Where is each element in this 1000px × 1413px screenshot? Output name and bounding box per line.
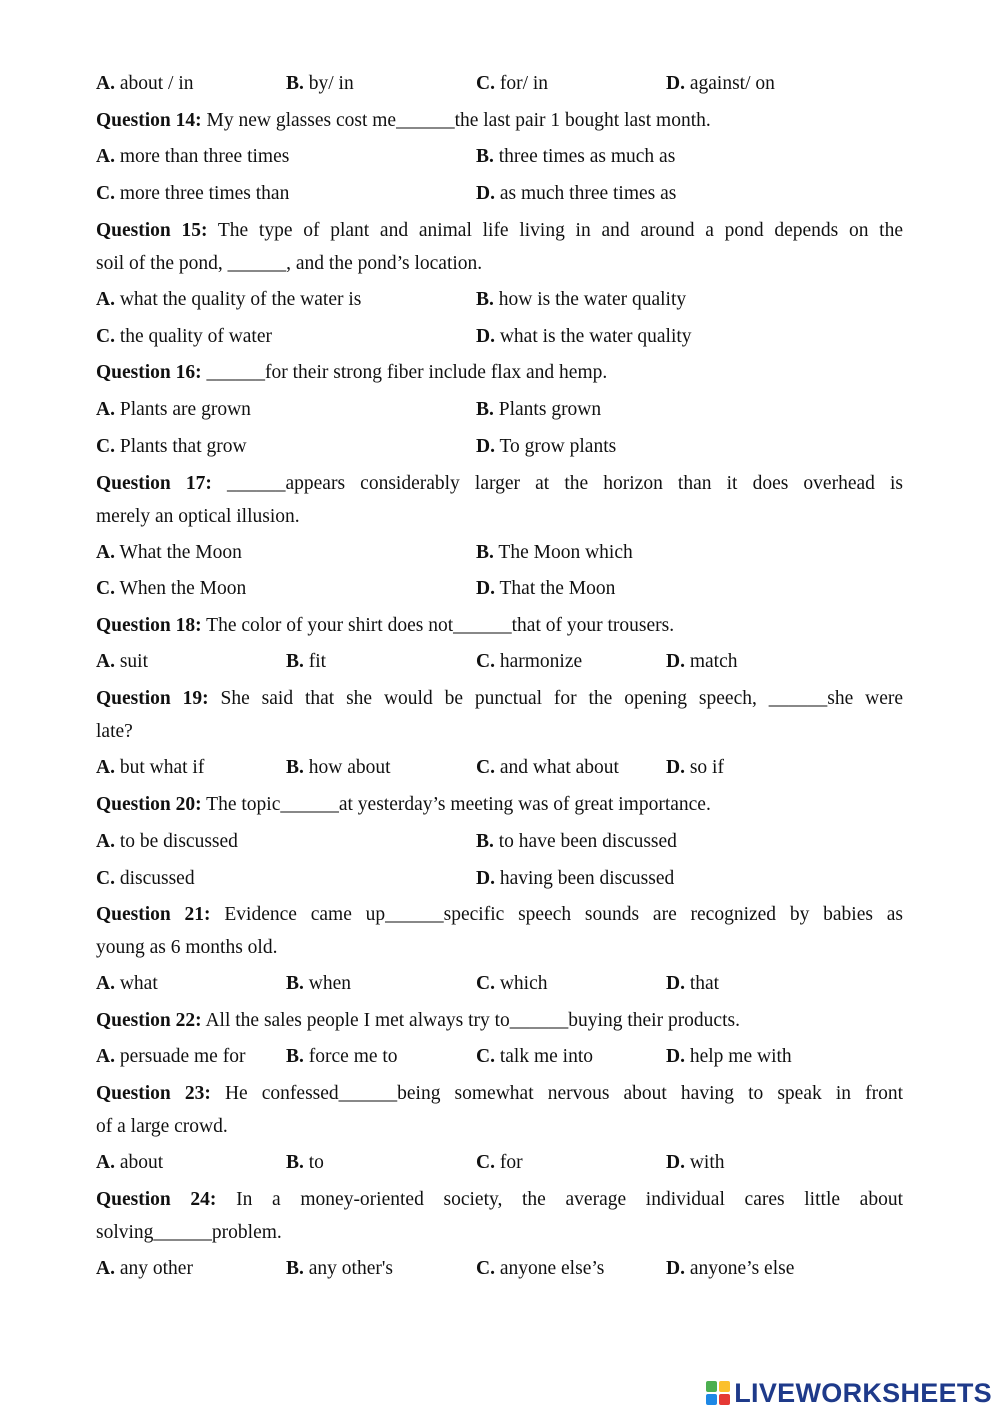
option-text: persuade me for [119,1046,246,1067]
q16-option-b[interactable] [476,398,601,422]
question-label: Question 14: [96,110,202,131]
option-text: for/ in [499,73,549,94]
question-16-stem [96,361,607,385]
question-label: Question 17: [96,473,212,494]
option-letter: B. [286,973,304,994]
logo-tile [719,1381,730,1392]
option-text: what [119,973,158,994]
question-label: Question 20: [96,794,202,815]
option-letter: B. [286,1152,304,1173]
q21-option-b[interactable] [286,972,351,996]
question-15-stem-cont [96,252,482,276]
option-text: any other [119,1258,193,1279]
option-text: how about [308,757,391,778]
logo-tile [706,1394,717,1405]
question-21-stem-cont [96,936,277,960]
q23-option-b[interactable] [286,1151,324,1175]
option-letter: A. [96,399,115,420]
question-20-stem [96,793,711,817]
option-letter: B. [286,1046,304,1067]
option-letter: C. [96,578,115,599]
question-18-stem [96,614,674,638]
option-letter: B. [286,651,304,672]
q22-option-d[interactable] [666,1045,792,1069]
q20-option-d[interactable] [476,867,674,891]
q18-option-a[interactable] [96,650,148,674]
question-14-stem [96,109,711,133]
option-letter: A. [96,289,115,310]
option-text: talk me into [499,1046,593,1067]
question-23-stem-cont [96,1115,228,1139]
q17-option-c[interactable] [96,577,246,601]
option-text: that [689,973,720,994]
option-letter: A. [96,651,115,672]
q17-option-d[interactable] [476,577,615,601]
question-label: Question 24: [96,1189,217,1210]
option-text: more than three times [119,146,290,167]
option-text: discussed [119,868,195,889]
question-text: The type of plant and animal life living in and around a pond depends on the [217,220,904,241]
option-letter: C. [476,1258,495,1279]
q24-option-b[interactable] [286,1257,393,1281]
q23-option-d[interactable] [666,1151,725,1175]
question-label: Question 16: [96,362,202,383]
option-text: what the quality of the water is [119,289,362,310]
question-17-stem [96,472,903,496]
question-17-stem-cont [96,505,300,529]
q23-option-a[interactable] [96,1151,163,1175]
option-letter: A. [96,973,115,994]
option-text: the quality of water [119,326,272,347]
q17-option-b[interactable] [476,541,633,565]
option-text: fit [308,651,327,672]
q22-option-b[interactable] [286,1045,398,1069]
question-text: Evidence came up______specific speech sounds are recognized by babies as [224,904,904,925]
option-letter: D. [666,973,685,994]
question-text: He confessed______being somewhat nervous about having to speak in front [224,1083,903,1104]
q21-option-d[interactable] [666,972,719,996]
option-letter: B. [286,1258,304,1279]
question-text: young as 6 months old. [96,937,278,958]
q22-option-c[interactable] [476,1045,593,1069]
q15-option-a[interactable] [96,288,361,312]
question-text: The topic______at yesterday’s meeting was of great importance. [206,794,711,815]
option-text: To grow plants [499,436,617,457]
q13-option-b[interactable] [286,72,354,96]
question-text: My new glasses cost me______the last pair 1 bought last month. [206,110,711,131]
q14-option-a[interactable] [96,145,289,169]
question-text: All the sales people I met always try to______buying their products. [205,1010,740,1031]
q19-option-b[interactable] [286,756,391,780]
option-letter: A. [96,73,115,94]
question-label: Question 21: [96,904,211,925]
option-letter: A. [96,831,115,852]
option-text: to [308,1152,324,1173]
q20-option-a[interactable] [96,830,238,854]
q16-option-a[interactable] [96,398,251,422]
q14-option-c[interactable] [96,182,289,206]
option-letter: C. [476,73,495,94]
q19-option-d[interactable] [666,756,724,780]
option-text: more three times than [119,183,290,204]
option-letter: D. [666,757,685,778]
option-text: about / in [119,73,194,94]
q13-option-a[interactable] [96,72,194,96]
option-text: When the Moon [119,578,247,599]
question-text: ______appears considerably larger at the horizon than it does overhead is [227,473,904,494]
option-text: force me to [308,1046,398,1067]
option-text: with [689,1152,725,1173]
option-letter: D. [476,868,495,889]
option-text: any other's [308,1258,393,1279]
option-letter: C. [476,1152,495,1173]
option-letter: D. [666,1152,685,1173]
option-text: which [499,973,548,994]
option-letter: A. [96,1152,115,1173]
logo-tiles-icon [706,1381,730,1405]
q17-option-a[interactable] [96,541,242,565]
question-19-stem-cont [96,720,133,744]
option-text: anyone else’s [499,1258,605,1279]
option-text: Plants are grown [119,399,251,420]
option-text: by/ in [308,73,354,94]
q24-option-d[interactable] [666,1257,794,1281]
option-text: to be discussed [119,831,238,852]
logo-tile [706,1381,717,1392]
q16-option-d[interactable] [476,435,616,459]
q21-option-a[interactable] [96,972,158,996]
q19-option-c[interactable] [476,756,619,780]
option-letter: B. [476,831,494,852]
option-letter: B. [286,73,304,94]
question-19-stem [96,687,903,711]
q15-option-d[interactable] [476,325,692,349]
option-letter: D. [476,183,495,204]
option-text: what is the water quality [499,326,692,347]
option-letter: D. [476,326,495,347]
option-text: against/ on [689,73,775,94]
option-text: about [119,1152,164,1173]
option-letter: A. [96,757,115,778]
q24-option-a[interactable] [96,1257,193,1281]
q14-option-d[interactable] [476,182,676,206]
option-letter: A. [96,1046,115,1067]
question-text: merely an optical illusion. [96,506,300,527]
question-text: of a large crowd. [96,1116,228,1137]
q16-option-c[interactable] [96,435,247,459]
question-text: She said that she would be punctual for the opening speech, ______she were [220,688,903,709]
q24-option-c[interactable] [476,1257,604,1281]
q18-option-b[interactable] [286,650,326,674]
option-letter: D. [666,1046,685,1067]
option-text: having been discussed [499,868,675,889]
option-text: anyone’s else [689,1258,795,1279]
option-letter: C. [96,436,115,457]
q18-option-d[interactable] [666,650,738,674]
option-letter: B. [476,399,494,420]
option-text: but what if [119,757,205,778]
option-letter: C. [96,326,115,347]
option-text: to have been discussed [498,831,677,852]
option-text: help me with [689,1046,792,1067]
question-15-stem [96,219,903,243]
q15-option-b[interactable] [476,288,686,312]
option-letter: C. [96,868,115,889]
q18-option-c[interactable] [476,650,582,674]
option-letter: D. [666,651,685,672]
option-text: how is the water quality [498,289,687,310]
question-23-stem [96,1082,903,1106]
option-text: harmonize [499,651,583,672]
q14-option-b[interactable] [476,145,675,169]
option-letter: A. [96,1258,115,1279]
question-21-stem [96,903,903,927]
question-label: Question 15: [96,220,208,241]
option-letter: D. [476,436,495,457]
q13-option-d[interactable] [666,72,775,96]
q15-option-c[interactable] [96,325,272,349]
option-text: match [689,651,738,672]
option-letter: C. [476,973,495,994]
option-text: as much three times as [499,183,677,204]
logo-tile [719,1394,730,1405]
question-label: Question 22: [96,1010,202,1031]
q20-option-b[interactable] [476,830,677,854]
question-label: Question 19: [96,688,209,709]
q22-option-a[interactable] [96,1045,245,1069]
option-letter: B. [476,289,494,310]
option-text: Plants that grow [119,436,247,457]
q21-option-c[interactable] [476,972,548,996]
question-22-stem [96,1009,740,1033]
q23-option-c[interactable] [476,1151,523,1175]
option-text: three times as much as [498,146,676,167]
option-letter: C. [476,1046,495,1067]
liveworksheets-logo[interactable] [706,1378,992,1408]
option-text: for [499,1152,523,1173]
option-letter: B. [476,146,494,167]
option-letter: C. [476,757,495,778]
option-letter: D. [666,1258,685,1279]
option-text: The Moon which [498,542,633,563]
question-text: late? [96,721,133,742]
option-text: What the Moon [119,542,242,563]
question-text: The color of your shirt does not______that of your trousers. [206,615,675,636]
question-text: solving______problem. [96,1222,282,1243]
option-text: That the Moon [499,578,616,599]
option-letter: C. [476,651,495,672]
option-letter: A. [96,542,115,563]
q20-option-c[interactable] [96,867,195,891]
question-24-stem [96,1188,903,1212]
option-text: when [308,973,352,994]
question-text: soil of the pond, ______, and the pond’s location. [96,253,483,274]
question-24-stem-cont [96,1221,282,1245]
option-text: so if [689,757,724,778]
question-label: Question 18: [96,615,202,636]
option-text: Plants grown [498,399,602,420]
option-letter: D. [666,73,685,94]
option-text: suit [119,651,149,672]
option-letter: B. [476,542,494,563]
q13-option-c[interactable] [476,72,548,96]
option-letter: A. [96,146,115,167]
option-letter: B. [286,757,304,778]
brand-wordmark: LIVEWORKSHEETS [734,1378,992,1408]
option-letter: D. [476,578,495,599]
question-label: Question 23: [96,1083,211,1104]
option-letter: C. [96,183,115,204]
option-text: and what about [499,757,619,778]
question-text: In a money-oriented society, the average individual cares little about [236,1189,904,1210]
q19-option-a[interactable] [96,756,204,780]
question-text: ______for their strong fiber include flax and hemp. [206,362,608,383]
